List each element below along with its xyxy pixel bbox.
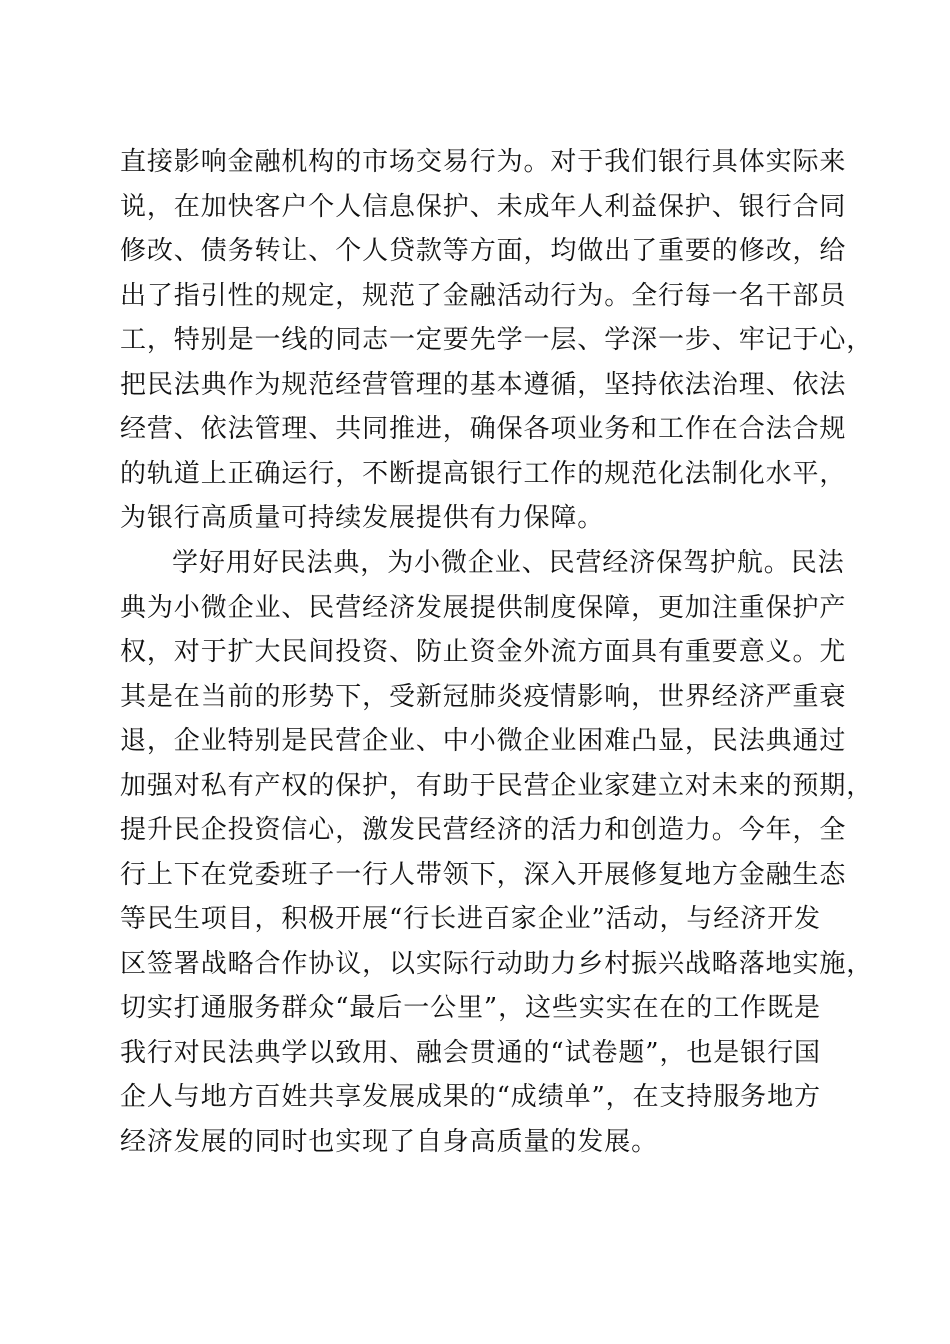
- paragraph-line: 出了指引性的规定，规范了金融活动行为。全行每一名干部员: [120, 280, 847, 311]
- paragraph-line: 切实打通服务群众“最后一公里”，这些实实在在的工作既是: [120, 993, 821, 1023]
- paragraph-line: 直接影响金融机构的市场交易行为。对于我们银行具体实际来: [120, 147, 847, 177]
- paragraph-line: 提升民企投资信心，激发民营经济的活力和创造力。今年，全: [120, 815, 847, 845]
- paragraph-line: 典为小微企业、民营经济发展提供制度保障，更加注重保护产: [120, 592, 847, 623]
- paragraph-line: 修改、债务转让、个人贷款等方面，均做出了重要的修改，给: [120, 236, 847, 266]
- paragraph-line: 经营、依法管理、共同推进，确保各项业务和工作在合法合规: [120, 414, 847, 444]
- paragraph-1: [120, 140, 874, 541]
- paragraph-line: 区签署战略合作协议，以实际行动助力乡村振兴战略落地实施，: [120, 948, 874, 979]
- paragraph-line: 的轨道上正确运行，不断提高银行工作的规范化法制化水平，: [120, 458, 847, 489]
- paragraph-first-line: 学好用好民法典，为小微企业、民营经济保驾护航。民法: [172, 548, 845, 578]
- paragraph-line: 为银行高质量可持续发展提供有力保障。: [120, 503, 605, 533]
- paragraph-line: 加强对私有产权的保护，有助于民营企业家建立对未来的预期，: [120, 770, 874, 801]
- paragraph-line: 企人与地方百姓共享发展成果的“成绩单”，在支持服务地方: [120, 1082, 821, 1112]
- paragraph-line: 说，在加快客户个人信息保护、未成年人利益保护、银行合同: [120, 191, 847, 222]
- paragraph-line: 等民生项目，积极开展“行长进百家企业”活动，与经济开发: [120, 904, 821, 934]
- paragraph-2: [120, 541, 874, 1164]
- paragraph-line: 其是在当前的形势下，受新冠肺炎疫情影响，世界经济严重衰: [120, 681, 847, 712]
- paragraph-line: 退，企业特别是民营企业、中小微企业困难凸显，民法典通过: [120, 726, 847, 756]
- paragraph-line: 把民法典作为规范经营管理的基本遵循，坚持依法治理、依法: [120, 369, 847, 400]
- paragraph-line: 我行对民法典学以致用、融会贯通的“试卷题”，也是银行国: [120, 1037, 821, 1068]
- paragraph-line: 经济发展的同时也实现了自身高质量的发展。: [120, 1126, 659, 1157]
- paragraph-line: 权，对于扩大民间投资、防止资金外流方面具有重要意义。尤: [120, 637, 847, 667]
- paragraph-line: 工，特别是一线的同志一定要先学一层、学深一步、牢记于心，: [120, 325, 874, 355]
- paragraph-line: 行上下在党委班子一行人带领下，深入开展修复地方金融生态: [120, 859, 847, 890]
